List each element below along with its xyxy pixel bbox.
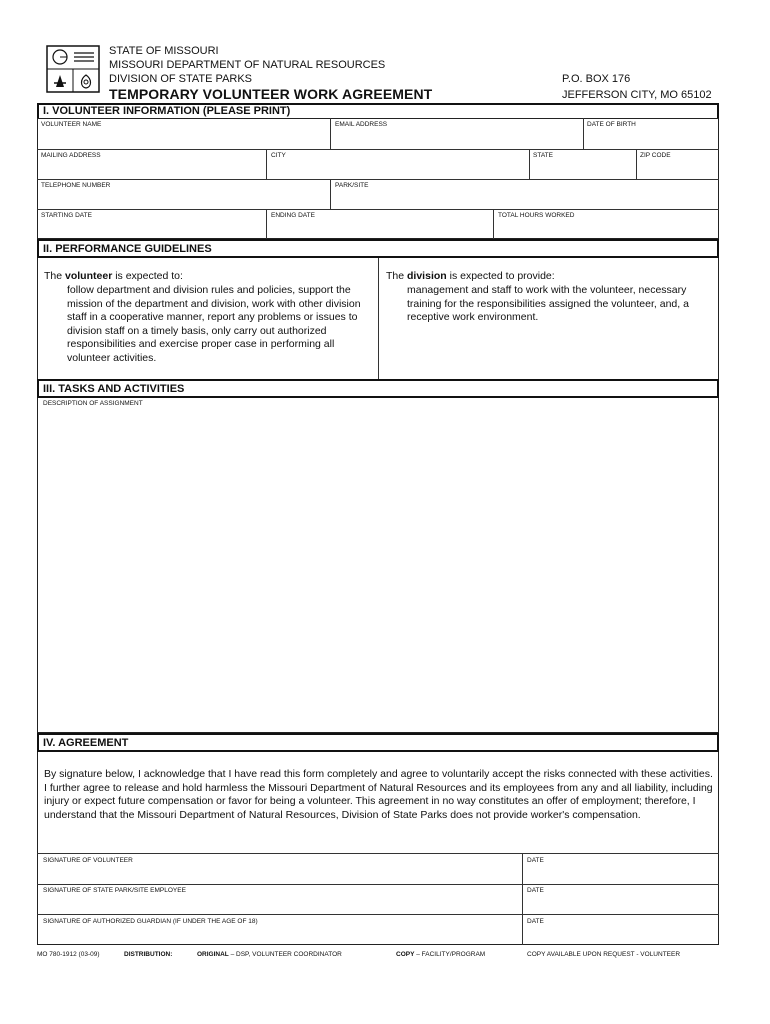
form-title: TEMPORARY VOLUNTEER WORK AGREEMENT [109,86,433,102]
section-1-heading: I. VOLUNTEER INFORMATION (PLEASE PRINT) [37,103,719,118]
department-name: MISSOURI DEPARTMENT OF NATURAL RESOURCES [109,59,386,71]
volunteer-expectation-text: follow department and division rules and policies, support the mission of the department and division, work with other division staff in a cooperative manner, report any problems or issues to division staff on a timely basis, only carry out authorized responsibilities and exercise proper case in performing all volunteer activities. [67,284,361,364]
form-number: MO 780-1912 (03-09) [37,951,100,958]
zip-label: ZIP CODE [640,152,671,159]
division-name: DIVISION OF STATE PARKS [109,73,253,85]
distribution-label: DISTRIBUTION: [124,951,173,958]
telephone-label: TELEPHONE NUMBER [41,182,111,189]
ending-date-label: ENDING DATE [271,212,315,219]
volunteer-name-label: VOLUNTEER NAME [41,121,102,128]
city-state-zip: JEFFERSON CITY, MO 65102 [562,89,712,101]
email-label: EMAIL ADDRESS [335,121,388,128]
division-expectation-text: management and staff to work with the volunteer, necessary training for the responsibilities assigned the volunteer, and, a receptive work environment. [407,284,689,323]
dob-label: DATE OF BIRTH [587,121,636,128]
mailing-address-label: MAILING ADDRESS [41,152,101,159]
starting-date-label: STARTING DATE [41,212,92,219]
po-box: P.O. BOX 176 [562,73,631,85]
employee-signature-label: SIGNATURE OF STATE PARK/SITE EMPLOYEE [43,887,186,894]
volunteer-date-label: DATE [527,857,544,864]
section-2-heading: II. PERFORMANCE GUIDELINES [37,239,719,258]
dnr-logo [46,45,100,93]
agreement-text: By signature below, I acknowledge that I have read this form completely and agree to voluntarily accept the risks connected with these activities. I further agree to release and hold harmless the Missouri Department of Natural Resources and its employees from any and all liability, including injury or expect future compensation or favor for being a volunteer. This agreement in no way constitutes an offer of employment; therefore, I understand that the Missouri Department of Natural Resources, Division of State Parks does not provide worker's compensation. [44,768,713,821]
guardian-date-label: DATE [527,918,544,925]
description-label: DESCRIPTION OF ASSIGNMENT [43,400,143,407]
total-hours-label: TOTAL HOURS WORKED [498,212,575,219]
division-expectation-intro: The division is expected to provide: [386,270,555,282]
park-site-label: PARK/SITE [335,182,369,189]
copy-available: COPY AVAILABLE UPON REQUEST - VOLUNTEER [527,951,681,958]
section-4-heading: IV. AGREEMENT [37,733,719,752]
volunteer-signature-label: SIGNATURE OF VOLUNTEER [43,857,133,864]
copy-distribution: COPY – FACILITY/PROGRAM [396,951,486,958]
employee-date-label: DATE [527,887,544,894]
city-label: CITY [271,152,286,159]
volunteer-expectation-intro: The volunteer is expected to: [44,270,183,282]
description-area[interactable] [37,398,719,733]
section-3-heading: III. TASKS AND ACTIVITIES [37,379,719,398]
guardian-signature-label: SIGNATURE OF AUTHORIZED GUARDIAN (IF UNDER THE AGE OF 18) [43,918,258,925]
state-name: STATE OF MISSOURI [109,45,219,57]
original-distribution: ORIGINAL – DSP, VOLUNTEER COORDINATOR [197,951,342,958]
state-label: STATE [533,152,553,159]
